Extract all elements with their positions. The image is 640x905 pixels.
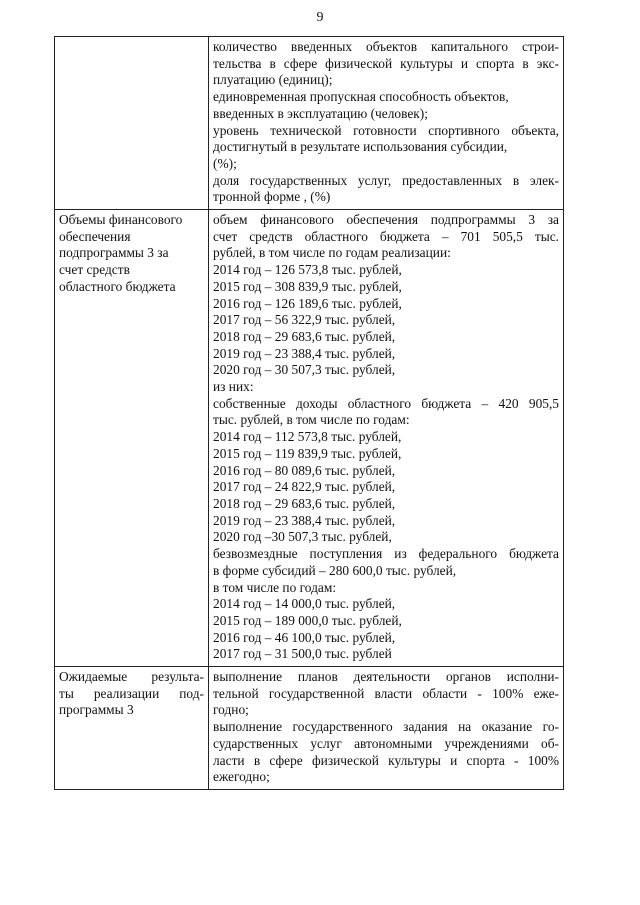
table-row — [55, 667, 564, 790]
content-line: тельной государственной власти области - 100% еже- — [213, 685, 559, 701]
content-line: тельства в сфере физической культуры и спорта в экс- — [213, 55, 559, 71]
content-line: уровень технической готовности спортивного объекта, — [213, 122, 559, 138]
content-line: собственные доходы областного бюджета – 420 905,5 — [213, 395, 559, 411]
content-line: 2015 год – 308 839,9 тыс. рублей, — [213, 278, 402, 294]
row-content-cell — [209, 667, 564, 790]
row-label-cell — [55, 210, 209, 667]
content-line: годно; — [213, 702, 249, 718]
row-content-cell — [209, 37, 564, 210]
table-row — [55, 37, 564, 210]
label-line: программы 3 — [59, 702, 134, 718]
content-line: 2016 год – 80 089,6 тыс. рублей, — [213, 462, 396, 478]
row-content-cell — [209, 210, 564, 667]
content-line: доля государственных услуг, предоставленных в элек- — [213, 172, 559, 188]
content-line: в форме субсидий – 280 600,0 тыс. рублей, — [213, 562, 457, 578]
content-line: объем финансового обеспечения подпрограммы 3 за — [213, 212, 559, 228]
content-line: количество введенных объектов капитального строи- — [213, 39, 559, 54]
content-line: выполнение планов деятельности органов исполни- — [213, 669, 559, 685]
label-line: счет средств — [59, 262, 130, 278]
content-line: рублей, в том числе по годам реализации: — [213, 245, 451, 261]
content-line: сударственных услуг автономными учреждениями об- — [213, 735, 559, 751]
content-line: тыс. рублей, в том числе по годам: — [213, 412, 410, 428]
content-line: 2019 год – 23 388,4 тыс. рублей, — [213, 512, 396, 528]
page-number: 9 — [316, 10, 324, 25]
label-line: подпрограммы 3 за — [59, 245, 169, 261]
content-line: 2016 год – 126 189,6 тыс. рублей, — [213, 295, 402, 311]
content-line: безвозмездные поступления из федерального бюджета — [213, 546, 559, 562]
label-line: Ожидаемые результа- — [59, 669, 204, 685]
label-line: Объемы финансового — [59, 212, 183, 228]
content-line: 2020 год –30 507,3 тыс. рублей, — [213, 529, 392, 545]
content-line: в том числе по годам: — [213, 579, 337, 595]
content-line: 2014 год – 126 573,8 тыс. рублей, — [213, 262, 402, 278]
content-line: ежегодно; — [213, 769, 270, 785]
table-row — [55, 210, 564, 667]
content-line: введенных в эксплуатацию (человек); — [213, 105, 428, 121]
label-line: областного бюджета — [59, 278, 176, 294]
content-line: счет средств областного бюджета – 701 505,5 тыс. — [213, 228, 559, 244]
content-line: 2019 год – 23 388,4 тыс. рублей, — [213, 345, 396, 361]
content-line: 2016 год – 46 100,0 тыс. рублей, — [213, 629, 396, 645]
content-line: выполнение государственного задания на оказание го- — [213, 719, 559, 735]
content-line: тронной форме , (%) — [213, 189, 331, 205]
content-line: (%); — [213, 155, 237, 171]
passport-table — [54, 36, 564, 790]
content-line: из них: — [213, 379, 254, 395]
content-line: 2018 год – 29 683,6 тыс. рублей, — [213, 495, 396, 511]
content-line: 2018 год – 29 683,6 тыс. рублей, — [213, 328, 396, 344]
content-line: 2015 год – 119 839,9 тыс. рублей, — [213, 445, 402, 461]
content-line: 2017 год – 24 822,9 тыс. рублей, — [213, 479, 396, 495]
content-line: 2017 год – 31 500,0 тыс. рублей — [213, 646, 392, 662]
content-line: плуатацию (единиц); — [213, 72, 333, 88]
content-line: 2015 год – 189 000,0 тыс. рублей, — [213, 612, 402, 628]
row-label-cell — [55, 667, 209, 790]
content-line: ласти в сфере физической культуры и спорта - 100% — [213, 752, 559, 768]
label-line: обеспечения — [59, 228, 131, 244]
content-line: 2020 год – 30 507,3 тыс. рублей, — [213, 362, 396, 378]
content-line: единовременная пропускная способность объектов, — [213, 89, 509, 105]
content-line: 2017 год – 56 322,9 тыс. рублей, — [213, 312, 396, 328]
content-line: достигнутый в результате использования субсидии, — [213, 139, 508, 155]
content-line: 2014 год – 112 573,8 тыс. рублей, — [213, 429, 402, 445]
content-line: 2014 год – 14 000,0 тыс. рублей, — [213, 596, 396, 612]
row-label-cell — [55, 37, 209, 210]
label-line: ты реализации под- — [59, 685, 204, 701]
